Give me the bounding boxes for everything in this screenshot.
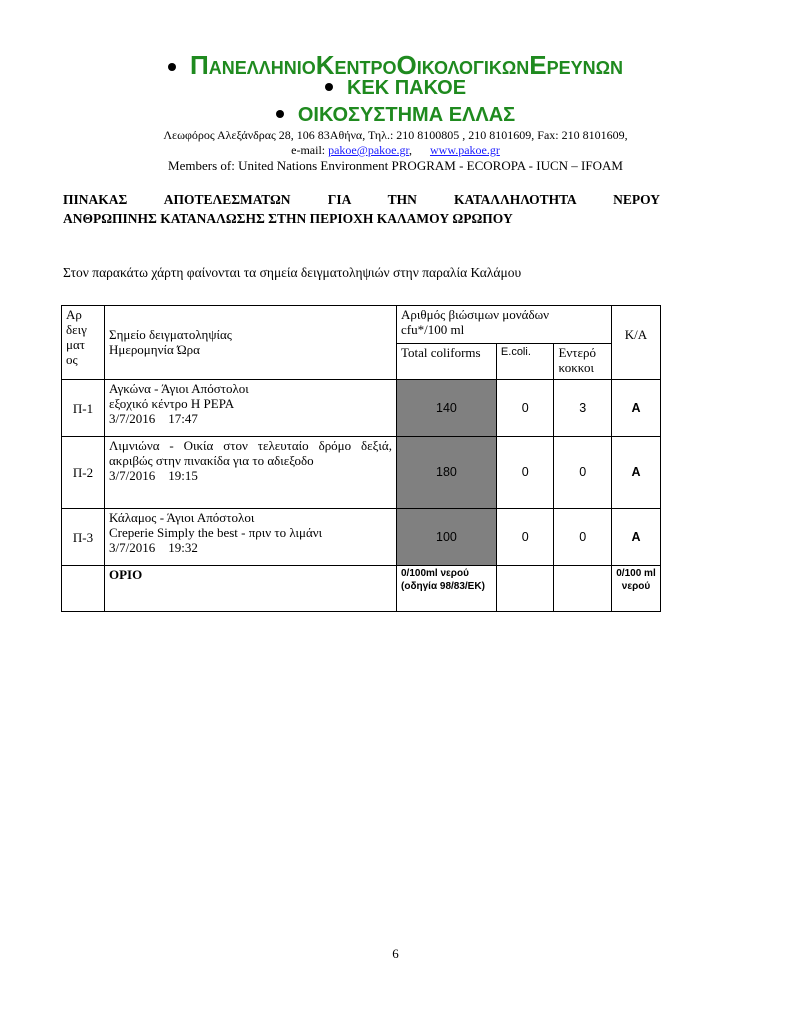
ecoli-value: 0 [496,437,554,509]
sample-id: Π-2 [62,437,105,509]
sample-id: Π-1 [62,380,105,437]
enterococci-value: 3 [554,380,612,437]
limit-enterococci-cell [554,566,612,612]
members-line: Members of: United Nations Environment PROGRAM - ECOROPA - IUCN – IFOAM [168,158,623,173]
ecoli-value: 0 [496,380,554,437]
sample-point: Λιμνιώνα - Οικία στον τελευταίο δρόμο δεξιά, ακριβώς στην πινακίδα για το αδιεξοδο 3/7/2016 19:15 [105,437,397,509]
bullet-icon [276,110,284,118]
header-enterococci: Εντερό κοκκοι [554,344,612,380]
ka-value: Α [612,509,661,566]
enterococci-value: 0 [554,509,612,566]
sample-id: Π-3 [62,509,105,566]
website-link[interactable]: www.pakoe.gr [429,143,500,157]
bullet-icon [325,83,333,91]
sample-point: Αγκώνα - Άγιοι Απόστολοι εξοχικό κέντρο Η ΡΕΡΑ 3/7/2016 17:47 [105,380,397,437]
table-row [62,380,661,437]
header-ka: Κ/Α [612,306,661,380]
total-coliforms-value: 140 [397,380,497,437]
document-title-line1: ΠΙΝΑΚΑΣ ΑΠΟΤΕΛΕΣΜΑΤΩΝ ΓΙΑ ΤΗΝ ΚΑΤΑΛΛΗΛΟΤΗΤΑ ΝΕΡΟΥ [63,192,660,207]
header-total-coliforms: Total coliforms [397,344,497,380]
limit-total-coliforms: 0/100ml νερού (οδηγία 98/83/ΕΚ) [397,566,497,612]
document-title-line2: ΑΝΘΡΩΠΙΝΗΣ ΚΑΤΑΝΑΛΩΣΗΣ ΣΤΗΝ ΠΕΡΙΟΧΗ ΚΑΛΑΜΟΥ ΩΡΩΠΟΥ [63,211,513,226]
ka-value: Α [612,437,661,509]
limit-empty-cell [62,566,105,612]
limit-ecoli-cell [496,566,554,612]
intro-text: Στον παρακάτω χάρτη φαίνονται τα σημεία δειγματοληψιών στην παραλία Καλάμου [63,265,522,280]
limit-label: ΟΡΙΟ [105,566,397,612]
total-coliforms-value: 180 [397,437,497,509]
header-sample-number: Αρ δειγ ματ ος [62,306,105,380]
enterococci-value: 0 [554,437,612,509]
ecoli-value: 0 [496,509,554,566]
email-link[interactable]: pakoe@pakoe.gr [328,143,409,157]
address-line: Λεωφόρος Αλεξάνδρας 28, 106 83Αθήνα, Τηλ.: 210 8100805 , 210 8101609, Fax: 210 8101609, [163,128,628,142]
sample-point: Κάλαμος - Άγιοι Απόστολοι Creperie Simply the best - πριν το λιμάνι 3/7/2016 19:32 [105,509,397,566]
limit-row [62,566,661,612]
table-row [62,437,661,509]
results-table [61,305,661,612]
ka-value: Α [612,380,661,437]
org-subtitle-line: ΚΕΚ ΠΑΚΟΕ [0,77,791,100]
org-ecosystem-line: ΟΙΚΟΣΥΣΤΗΜΑ ΕΛΛΑΣ [0,104,791,127]
page-number: 6 [392,946,399,961]
header-ecoli: E.coli. [496,344,554,380]
contact-line: e-mail: pakoe@pakoe.gr, www.pakoe.gr [291,143,500,157]
limit-ka: 0/100 ml νερού [612,566,661,612]
table-row [62,509,661,566]
header-sample-point: Σημείο δειγματοληψίας Ημερομηνία Ώρα [105,306,397,380]
org-name-line: ΠΑΝΕΛΛΗΝΙΟΚΕΝΤΡΟΟΙΚΟΛΟΓΙΚΩΝΕΡΕΥΝΩΝ [0,50,791,81]
header-cfu: Αριθμός βιώσιμων μονάδων cfu*/100 ml [397,306,612,344]
bullet-icon [168,63,176,71]
total-coliforms-value: 100 [397,509,497,566]
table-header-row [62,306,661,344]
